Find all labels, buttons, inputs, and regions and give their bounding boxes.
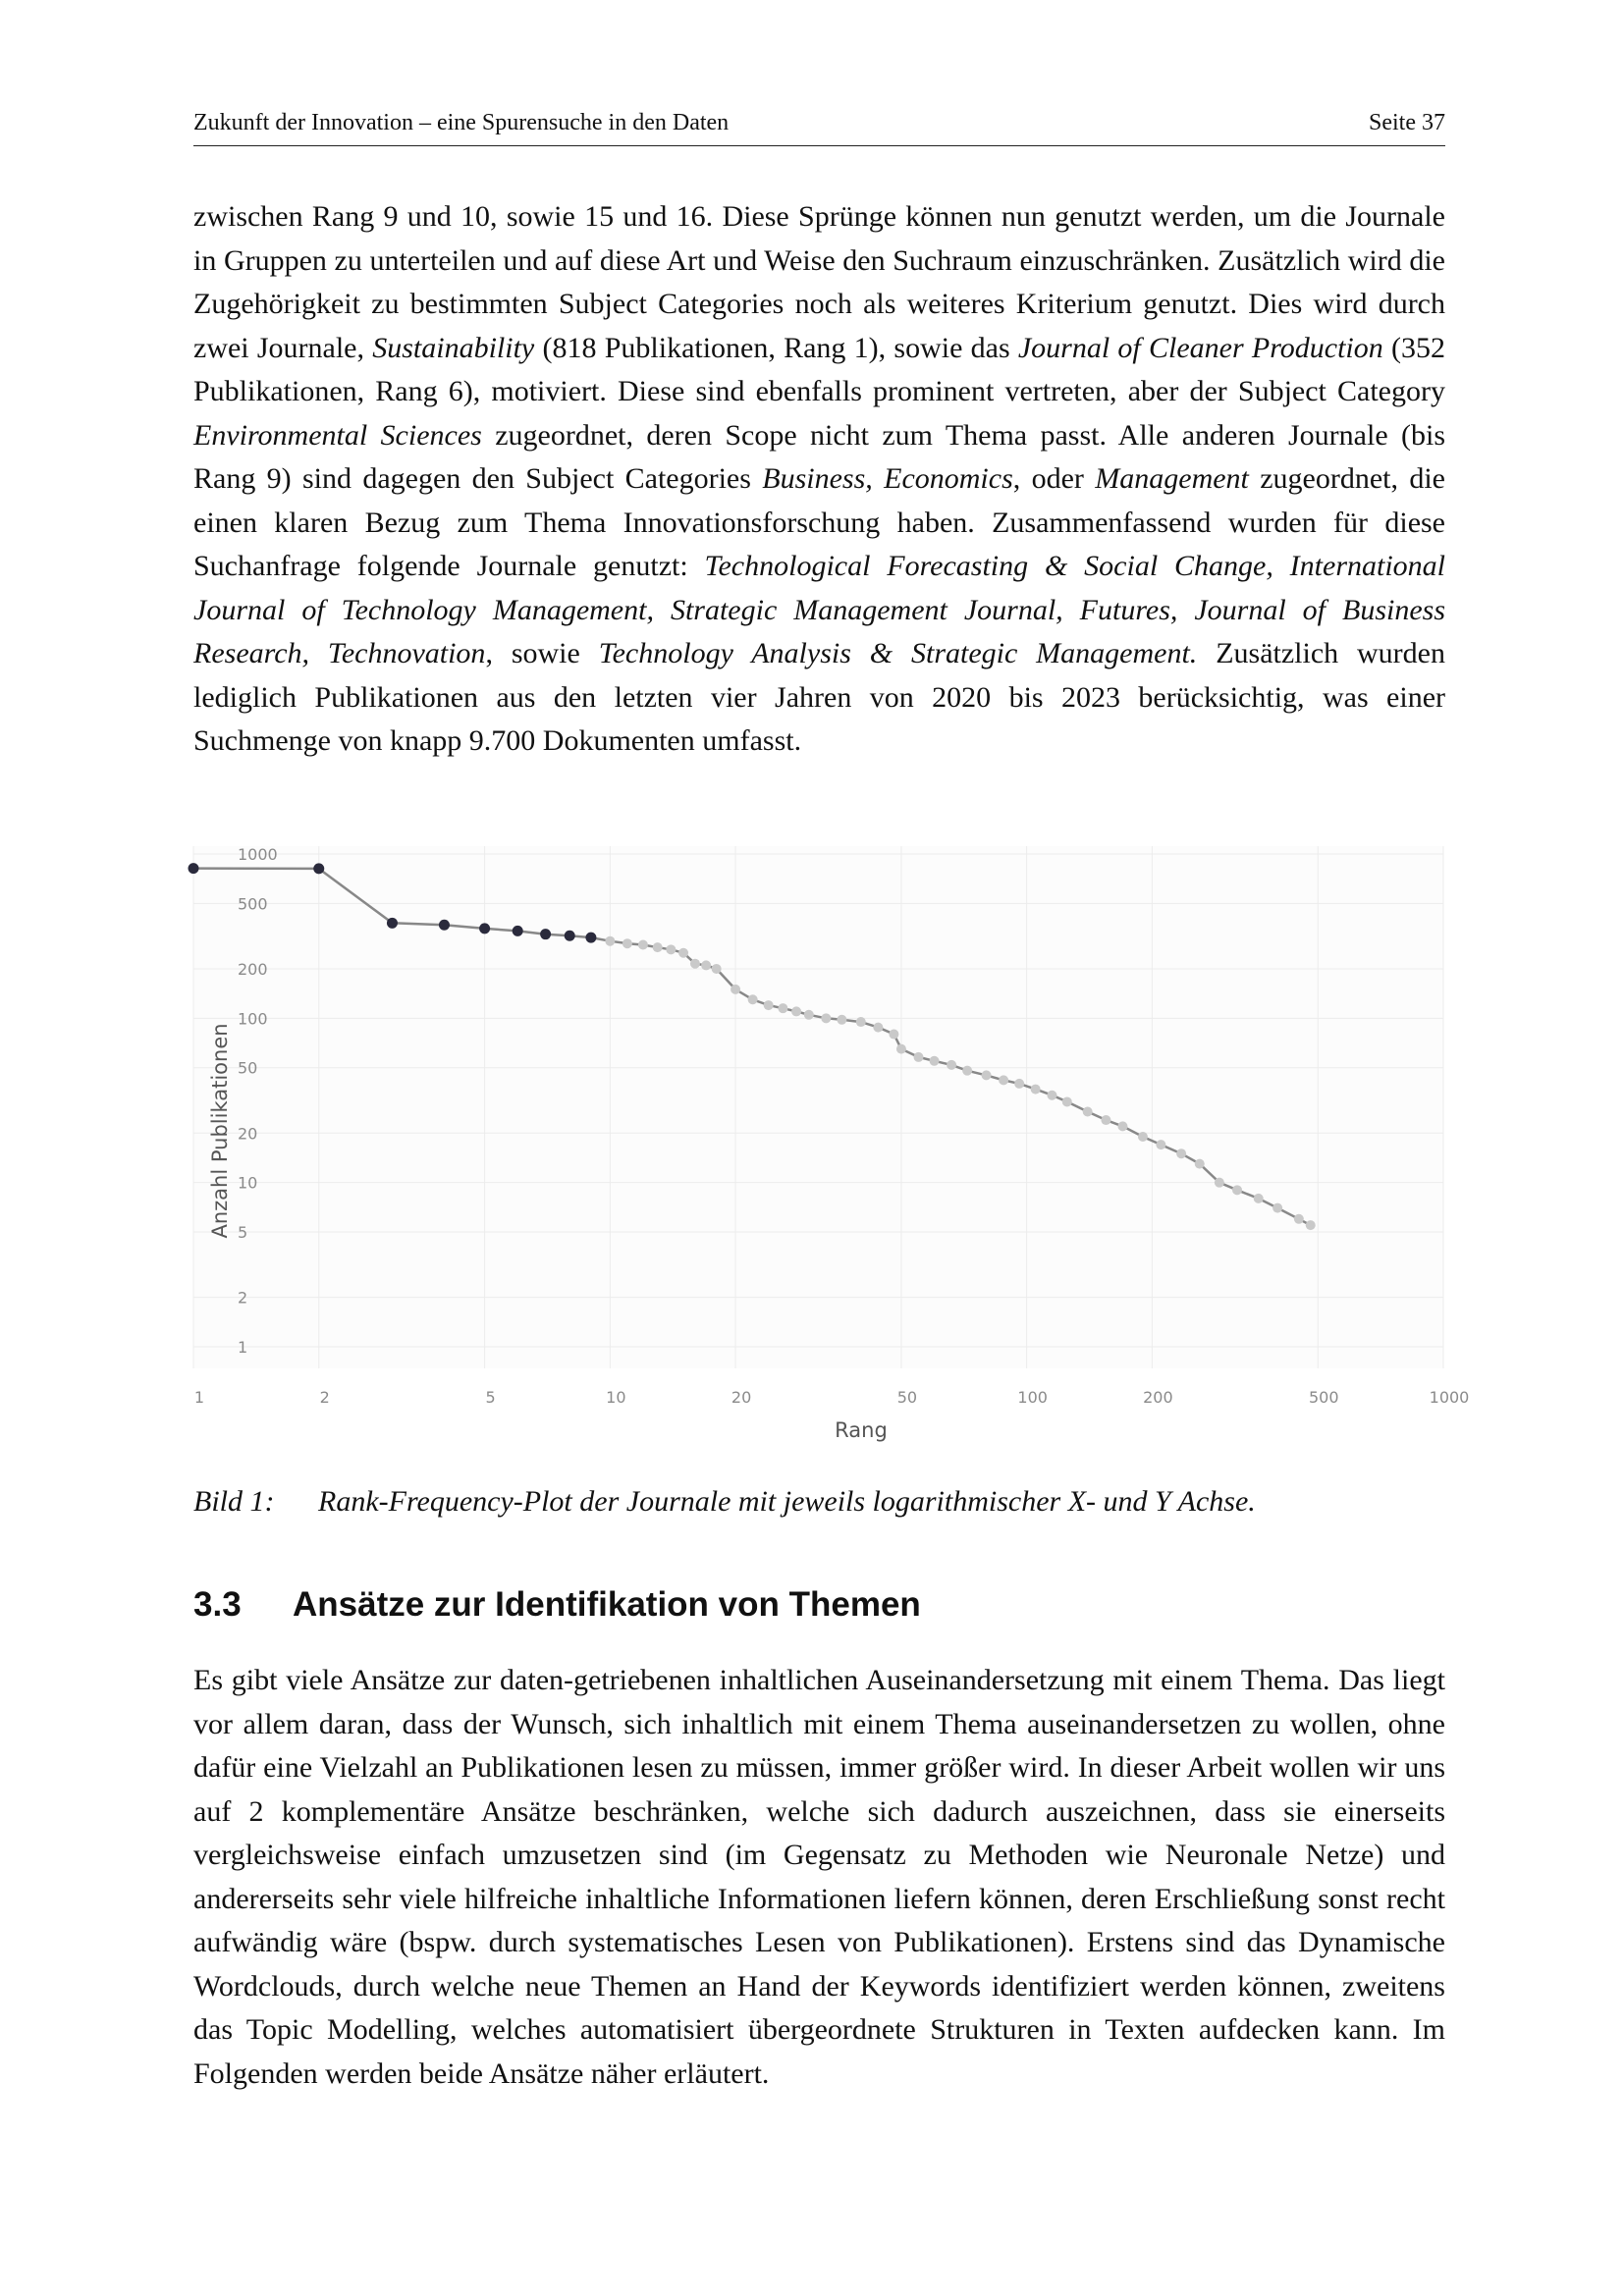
x-tick-label: 1000: [1429, 1388, 1470, 1407]
data-point: [1254, 1194, 1264, 1203]
rank-frequency-chart: [193, 836, 1470, 1453]
data-point: [999, 1075, 1008, 1085]
y-tick-label: 10: [238, 1173, 258, 1193]
italic-run: Sustainability: [372, 331, 535, 364]
data-point-highlight: [565, 931, 575, 941]
text-run: , oder: [1012, 462, 1096, 495]
data-point: [605, 936, 615, 946]
y-tick-label: 500: [238, 894, 268, 914]
data-point: [1101, 1115, 1110, 1125]
data-point: [962, 1066, 972, 1076]
x-tick-label: 100: [1017, 1388, 1048, 1407]
y-tick-label: 100: [238, 1009, 268, 1029]
data-point: [1138, 1132, 1148, 1142]
data-point-highlight: [313, 863, 324, 874]
data-point: [764, 1000, 774, 1010]
data-point: [1272, 1203, 1282, 1213]
italic-run: Technological Forecasting & Social Change, International Journal of Technology Management, Strategic Management Journal, Futures, Journal of Business Research, Technovation: [193, 550, 1445, 669]
data-point-highlight: [439, 920, 450, 931]
x-axis-title: Rang: [835, 1418, 888, 1442]
section-number: 3.3: [193, 1585, 242, 1624]
data-point: [1294, 1214, 1304, 1224]
y-tick-label: 50: [238, 1058, 258, 1078]
text-run: zwischen Rang 9 und 10, sowie 15 und 16. Diese Sprünge können nun genutzt werden, um die Journale in Gruppen zu unterteilen und auf diese Art und Weise den Suchraum einzuschränken. Zusätzlich wird die Zugehörigkeit zu bestimmten Subject Categories noch als weiteres Kriterium genutzt. Dies wird durch zwei Journale,: [193, 200, 1445, 364]
italic-run: Environmental Sciences: [193, 418, 482, 452]
data-point-highlight: [387, 918, 398, 929]
data-point-highlight: [585, 933, 596, 943]
italic-run: Business, Economics: [762, 462, 1013, 495]
data-point: [1215, 1178, 1224, 1188]
data-point: [666, 944, 676, 954]
data-point: [896, 1044, 906, 1054]
data-point: [623, 938, 632, 948]
running-header-title: Zukunft der Innovation – eine Spurensuche in den Daten: [193, 110, 730, 135]
data-point: [778, 1003, 787, 1013]
x-tick-label: 20: [731, 1388, 752, 1407]
italic-run: Management: [1095, 462, 1249, 495]
y-tick-label: 1000: [238, 845, 278, 864]
y-axis-title: Anzahl Publikationen: [208, 1023, 232, 1239]
data-point: [913, 1052, 923, 1062]
italic-run: Journal of Cleaner Production: [1017, 331, 1383, 364]
data-point: [712, 964, 722, 974]
data-point-highlight: [189, 863, 199, 874]
y-tick-label: 5: [238, 1223, 248, 1243]
data-point: [638, 940, 648, 950]
data-point: [837, 1015, 846, 1025]
italic-run: Technology Analysis & Strategic Management.: [598, 637, 1198, 669]
plot-background: [193, 846, 1443, 1368]
x-tick-label: 50: [896, 1388, 918, 1407]
data-point: [1083, 1106, 1093, 1116]
data-point: [678, 948, 688, 958]
data-point: [1031, 1085, 1041, 1095]
data-point: [889, 1030, 898, 1040]
y-tick-label: 200: [238, 959, 268, 979]
figure-caption-text: Rank-Frequency-Plot der Journale mit jeweils logarithmischer X- und Y Achse.: [318, 1485, 1256, 1518]
x-tick-label: 200: [1143, 1388, 1173, 1407]
y-tick-label: 20: [238, 1124, 258, 1144]
text-run: (352 Publikationen, Rang 6), motiviert. Diese sind ebenfalls prominent vertreten, aber der Subject Category: [193, 331, 1445, 407]
data-point-highlight: [540, 929, 551, 939]
data-point: [748, 994, 758, 1004]
running-header: [193, 110, 1445, 146]
data-point: [690, 959, 700, 969]
data-point: [701, 960, 711, 970]
text-run: , sowie: [485, 637, 599, 669]
x-tick-label: 500: [1308, 1388, 1339, 1407]
data-point: [1062, 1096, 1072, 1106]
text-run: (818 Publikationen, Rang 1), sowie das: [534, 331, 1018, 364]
data-point: [653, 942, 663, 952]
data-point: [1232, 1185, 1242, 1195]
data-point: [947, 1060, 956, 1070]
body-paragraph-2: Es gibt viele Ansätze zur daten-getriebenen inhaltlichen Auseinandersetzung mit einem Thema. Das liegt vor allem daran, dass der Wunsch, sich inhaltlich mit einem Thema auseinandersetzen zu wollen, ohne dafür eine Vielzahl an Publikationen lesen zu müssen, immer größer wird. In dieser Arbeit wollen wir uns auf 2 komplementäre Ansätze beschränken, welche sich dadurch auszeichnen, dass sie einerseits vergleichsweise einfach umzusetzen sind (im Gegensatz zu Methoden wie Neuronale Netze) und andererseits sehr viele hilfreiche inhaltliche Informationen liefern können, deren Erschließung sonst recht aufwändig wäre (bspw. durch systematisches Lesen von Publikationen). Erstens sind das Dynamische Wordclouds, durch welche neue Themen an Hand der Keywords identifiziert werden können, zweitens das Topic Modelling, welches automatisiert übergeordnete Strukturen in Texten aufdecken kann. Im Folgenden werden beide Ansätze näher erläutert.: [193, 1664, 1445, 2090]
data-point: [930, 1056, 940, 1066]
data-point: [731, 985, 740, 994]
data-point: [791, 1006, 801, 1016]
x-tick-label: 10: [606, 1388, 626, 1407]
x-tick-label: 1: [193, 1388, 205, 1407]
data-point: [982, 1070, 992, 1080]
chart-svg: [193, 836, 1470, 1453]
data-point: [1014, 1079, 1024, 1089]
text-run: zugeordnet, deren Scope nicht zum Thema passt. Alle anderen Journale (bis Rang 9) sind dagegen den Subject Categories: [193, 418, 1445, 495]
data-point-highlight: [479, 923, 490, 934]
figure-caption-label: Bild 1:: [193, 1485, 275, 1518]
section-title: Ansätze zur Identifikation von Themen: [293, 1585, 921, 1624]
data-point: [1117, 1121, 1127, 1131]
data-point: [1047, 1091, 1056, 1100]
y-tick-label: 1: [238, 1338, 248, 1357]
data-point: [856, 1017, 866, 1027]
body-paragraph-1: [193, 195, 1445, 764]
x-tick-label: 2: [319, 1388, 330, 1407]
text-run: zugeordnet, die einen klaren Bezug zum Thema Innovationsforschung haben. Zusammenfassend wurden für diese Suchanfrage folgende Journale genutzt:: [193, 462, 1445, 582]
x-tick-label: 5: [485, 1388, 496, 1407]
data-point: [873, 1023, 883, 1033]
page-number: Seite 37: [1369, 110, 1445, 135]
y-tick-label: 2: [238, 1288, 248, 1308]
data-point: [1156, 1140, 1165, 1149]
data-point: [1176, 1148, 1186, 1158]
data-point: [804, 1010, 814, 1020]
section-heading: [193, 1583, 1445, 1627]
text-run: Zusätzlich wurden lediglich Publikationen aus den letzten vier Jahren von 2020 bis 2023 berücksichtig, was einer Suchmenge von knapp 9.700 Dokumenten umfasst.: [193, 637, 1445, 757]
data-point-highlight: [513, 926, 523, 936]
figure-caption: [193, 1482, 1445, 1522]
data-point: [1195, 1159, 1205, 1169]
data-point: [1306, 1220, 1316, 1230]
data-point: [821, 1013, 831, 1023]
